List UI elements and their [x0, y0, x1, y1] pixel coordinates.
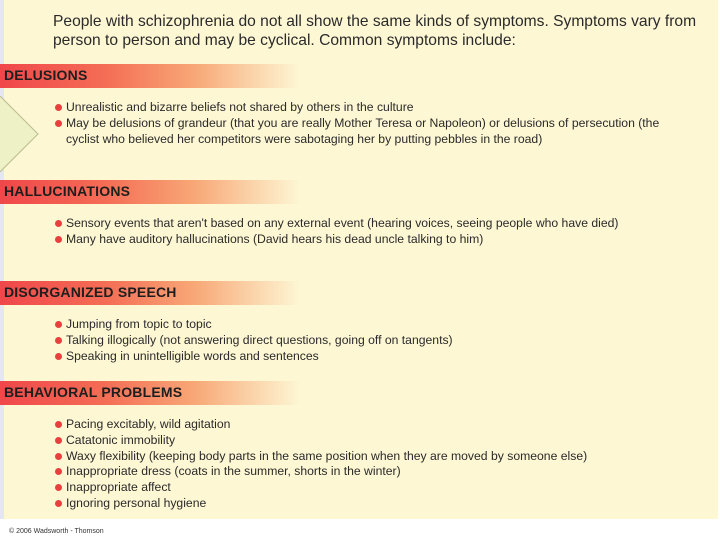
bullet-dot-icon [55, 484, 62, 491]
section-header-behavioral-problems [0, 381, 300, 405]
bullet-dot-icon [55, 500, 62, 507]
decorative-triangle-outline [0, 96, 40, 172]
bullet-dot-icon [55, 453, 62, 460]
list-item: Jumping from topic to topic [55, 317, 695, 333]
bullet-dot-icon [55, 353, 62, 360]
bullet-dot-icon [55, 468, 62, 475]
list-item: Catatonic immobility [55, 433, 695, 449]
bullet-dot-icon [55, 437, 62, 444]
bullet-dot-icon [55, 120, 62, 127]
list-item: May be delusions of grandeur (that you are really Mother Teresa or Napoleon) or delusions of persecution (the cyclist who believed her competitors were sabotaging her by putting pebbles in the road) [55, 116, 695, 148]
bullet-dot-icon [55, 337, 62, 344]
section-header-hallucinations [0, 180, 300, 204]
section-heading: BEHAVIORAL PROBLEMS [4, 384, 183, 400]
list-item: Inappropriate dress (coats in the summer, shorts in the winter) [55, 464, 695, 480]
bullet-list-delusions [55, 100, 695, 147]
bullet-list-disorganized-speech [55, 317, 695, 364]
bullet-list-hallucinations [55, 216, 695, 248]
list-item: Inappropriate affect [55, 480, 695, 496]
copyright-footer: © 2006 Wadsworth - Thomson [9, 528, 104, 535]
bullet-dot-icon [55, 220, 62, 227]
bullet-dot-icon [55, 104, 62, 111]
bullet-dot-icon [55, 321, 62, 328]
intro-text: People with schizophrenia do not all show the same kinds of symptoms. Symptoms vary from person to person and may be cyclical. Common symptoms include: [53, 13, 697, 49]
section-heading: HALLUCINATIONS [4, 183, 131, 199]
section-header-disorganized-speech [0, 281, 300, 305]
list-item: Waxy flexibility (keeping body parts in the same position when they are moved by someone else) [55, 449, 695, 465]
section-heading: DELUSIONS [4, 67, 88, 83]
list-item: Ignoring personal hygiene [55, 496, 695, 512]
list-item: Pacing excitably, wild agitation [55, 417, 695, 433]
bullet-dot-icon [55, 236, 62, 243]
section-heading: DISORGANIZED SPEECH [4, 284, 177, 300]
list-item: Many have auditory hallucinations (David hears his dead uncle talking to him) [55, 232, 695, 248]
bullet-list-behavioral-problems [55, 417, 695, 512]
list-item: Sensory events that aren't based on any external event (hearing voices, seeing people who have died) [55, 216, 695, 232]
list-item: Speaking in unintelligible words and sentences [55, 349, 695, 365]
list-item: Talking illogically (not answering direct questions, going off on tangents) [55, 333, 695, 349]
bullet-dot-icon [55, 421, 62, 428]
list-item: Unrealistic and bizarre beliefs not shared by others in the culture [55, 100, 695, 116]
section-header-delusions [0, 64, 300, 88]
